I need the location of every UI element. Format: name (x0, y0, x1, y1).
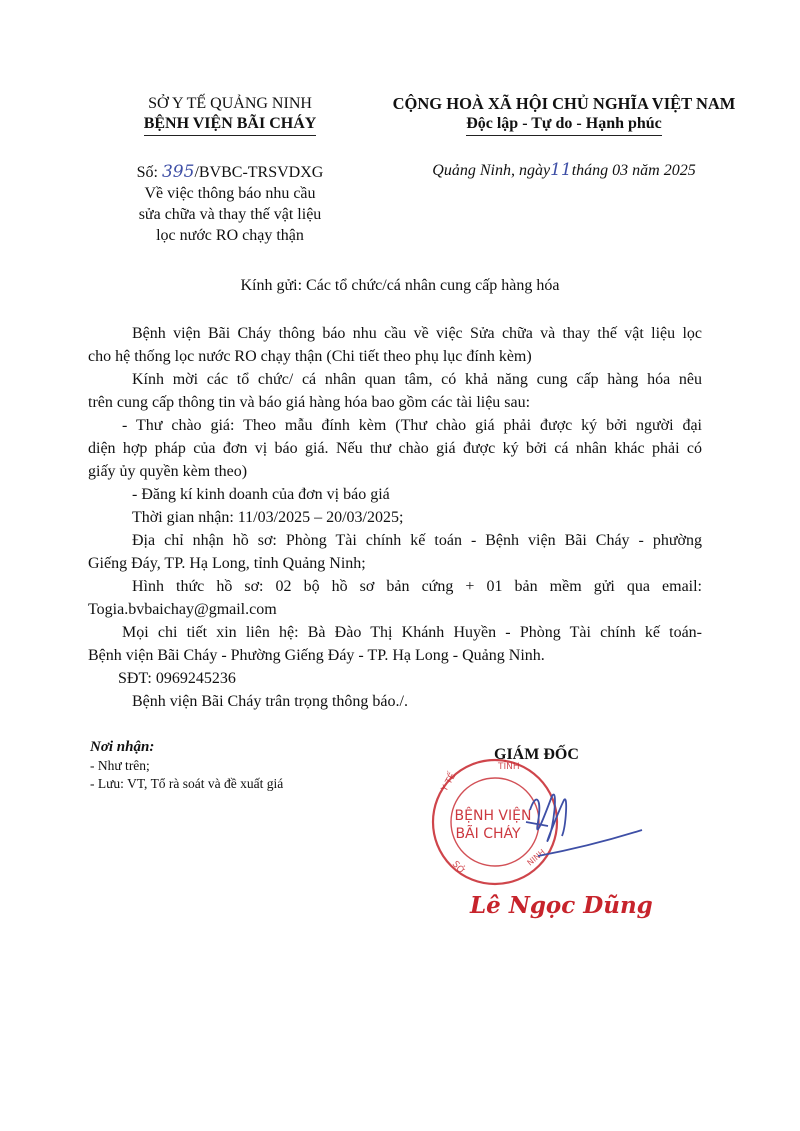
recipient-item: - Như trên; (90, 758, 150, 773)
stamp-text-line: BỆNH VIỆN (454, 808, 532, 824)
receive-time: Thời gian nhận: 11/03/2025 – 20/03/2025; (132, 509, 404, 526)
bullet-line: diện hợp pháp của đơn vị báo giá. Nếu thư chào giá được ký bởi cá nhân khác phải có (88, 440, 702, 457)
nation-name: CỘNG HOÀ XÃ HỘI CHỦ NGHĨA VIỆT NAM (392, 94, 736, 113)
doc-number-prefix: Số: (136, 164, 162, 181)
issuer-hospital: BỆNH VIỆN BÃI CHÁY (144, 114, 317, 136)
bullet-line: giấy ủy quyền kèm theo) (88, 463, 248, 480)
subject-line: sửa chữa và thay thế vật liệu (138, 206, 322, 223)
stamp-text-line: BÃI CHÁY (455, 826, 521, 842)
issuer-block (80, 94, 380, 246)
contact-line: Bệnh viện Bãi Cháy - Phường Giếng Đáy - TP. Hạ Long - Quảng Ninh. (88, 647, 545, 664)
bullet-line: - Thư chào giá: Theo mẫu đính kèm (Thư chào giá phải được ký bởi người đại (122, 417, 702, 434)
date-suffix: tháng 03 năm 2025 (571, 162, 696, 179)
handwritten-signature (526, 794, 642, 856)
svg-text:NINH: NINH (525, 847, 547, 868)
doc-number-suffix: /BVBC-TRSVDXG (194, 164, 324, 181)
issuer-department: SỞ Y TẾ QUẢNG NINH (148, 95, 312, 112)
greeting: Kính gửi: Các tổ chức/cá nhân cung cấp hàng hóa (240, 277, 560, 294)
official-seal (430, 752, 660, 892)
letter-body (88, 322, 702, 713)
subject-line: Về việc thông báo nhu cầu (144, 185, 316, 202)
handwritten-day: 11 (550, 160, 572, 180)
submission-form: Hình thức hồ sơ: 02 bộ hồ sơ bản cứng + 01 bản mềm gửi qua email: (132, 578, 702, 595)
contact-email: Togia.bvbaichay@gmail.com (88, 601, 277, 618)
body-line: Kính mời các tổ chức/ cá nhân quan tâm, có khả năng cung cấp hàng hóa nêu (132, 371, 702, 388)
contact-line: Mọi chi tiết xin liên hệ: Bà Đào Thị Khánh Huyền - Phòng Tài chính kế toán- (122, 624, 702, 641)
address-line: Giếng Đáy, TP. Hạ Long, tỉnh Quảng Ninh; (88, 555, 366, 572)
national-header (358, 94, 770, 181)
recipients-title: Nơi nhận: (90, 739, 155, 755)
subject-line: lọc nước RO chạy thận (156, 227, 304, 244)
svg-text:Y TẾ: Y TẾ (439, 771, 459, 794)
handwritten-doc-number: 395 (161, 162, 195, 182)
body-line: Bệnh viện Bãi Cháy thông báo nhu cầu về việc Sửa chữa và thay thế vật liệu lọc (132, 325, 702, 342)
date-prefix: Quảng Ninh, ngày (432, 162, 551, 179)
signer-title: GIÁM ĐỐC (494, 746, 579, 763)
address-line: Địa chỉ nhận hồ sơ: Phòng Tài chính kế toán - Bệnh viện Bãi Cháy - phường (132, 532, 702, 549)
document-number (80, 162, 380, 183)
svg-text:TỈNH: TỈNH (498, 762, 520, 772)
svg-text:SỞ: SỞ (449, 859, 467, 877)
recipients-block (90, 738, 390, 793)
bullet-line: - Đăng kí kinh doanh của đơn vị báo giá (132, 486, 390, 503)
closing-line: Bệnh viện Bãi Cháy trân trọng thông báo./. (132, 693, 408, 710)
national-motto: Độc lập - Tự do - Hạnh phúc (466, 114, 662, 136)
body-line: cho hệ thống lọc nước RO chạy thận (Chi tiết theo phụ lục đính kèm) (88, 348, 532, 365)
phone-number: SĐT: 0969245236 (118, 670, 236, 687)
body-line: trên cung cấp thông tin và báo giá hàng hóa bao gồm các tài liệu sau: (88, 394, 531, 411)
place-date (358, 160, 770, 181)
signer-name: Lê Ngọc Dũng (470, 892, 653, 919)
recipient-item: - Lưu: VT, Tổ rà soát và đề xuất giá (90, 776, 284, 791)
